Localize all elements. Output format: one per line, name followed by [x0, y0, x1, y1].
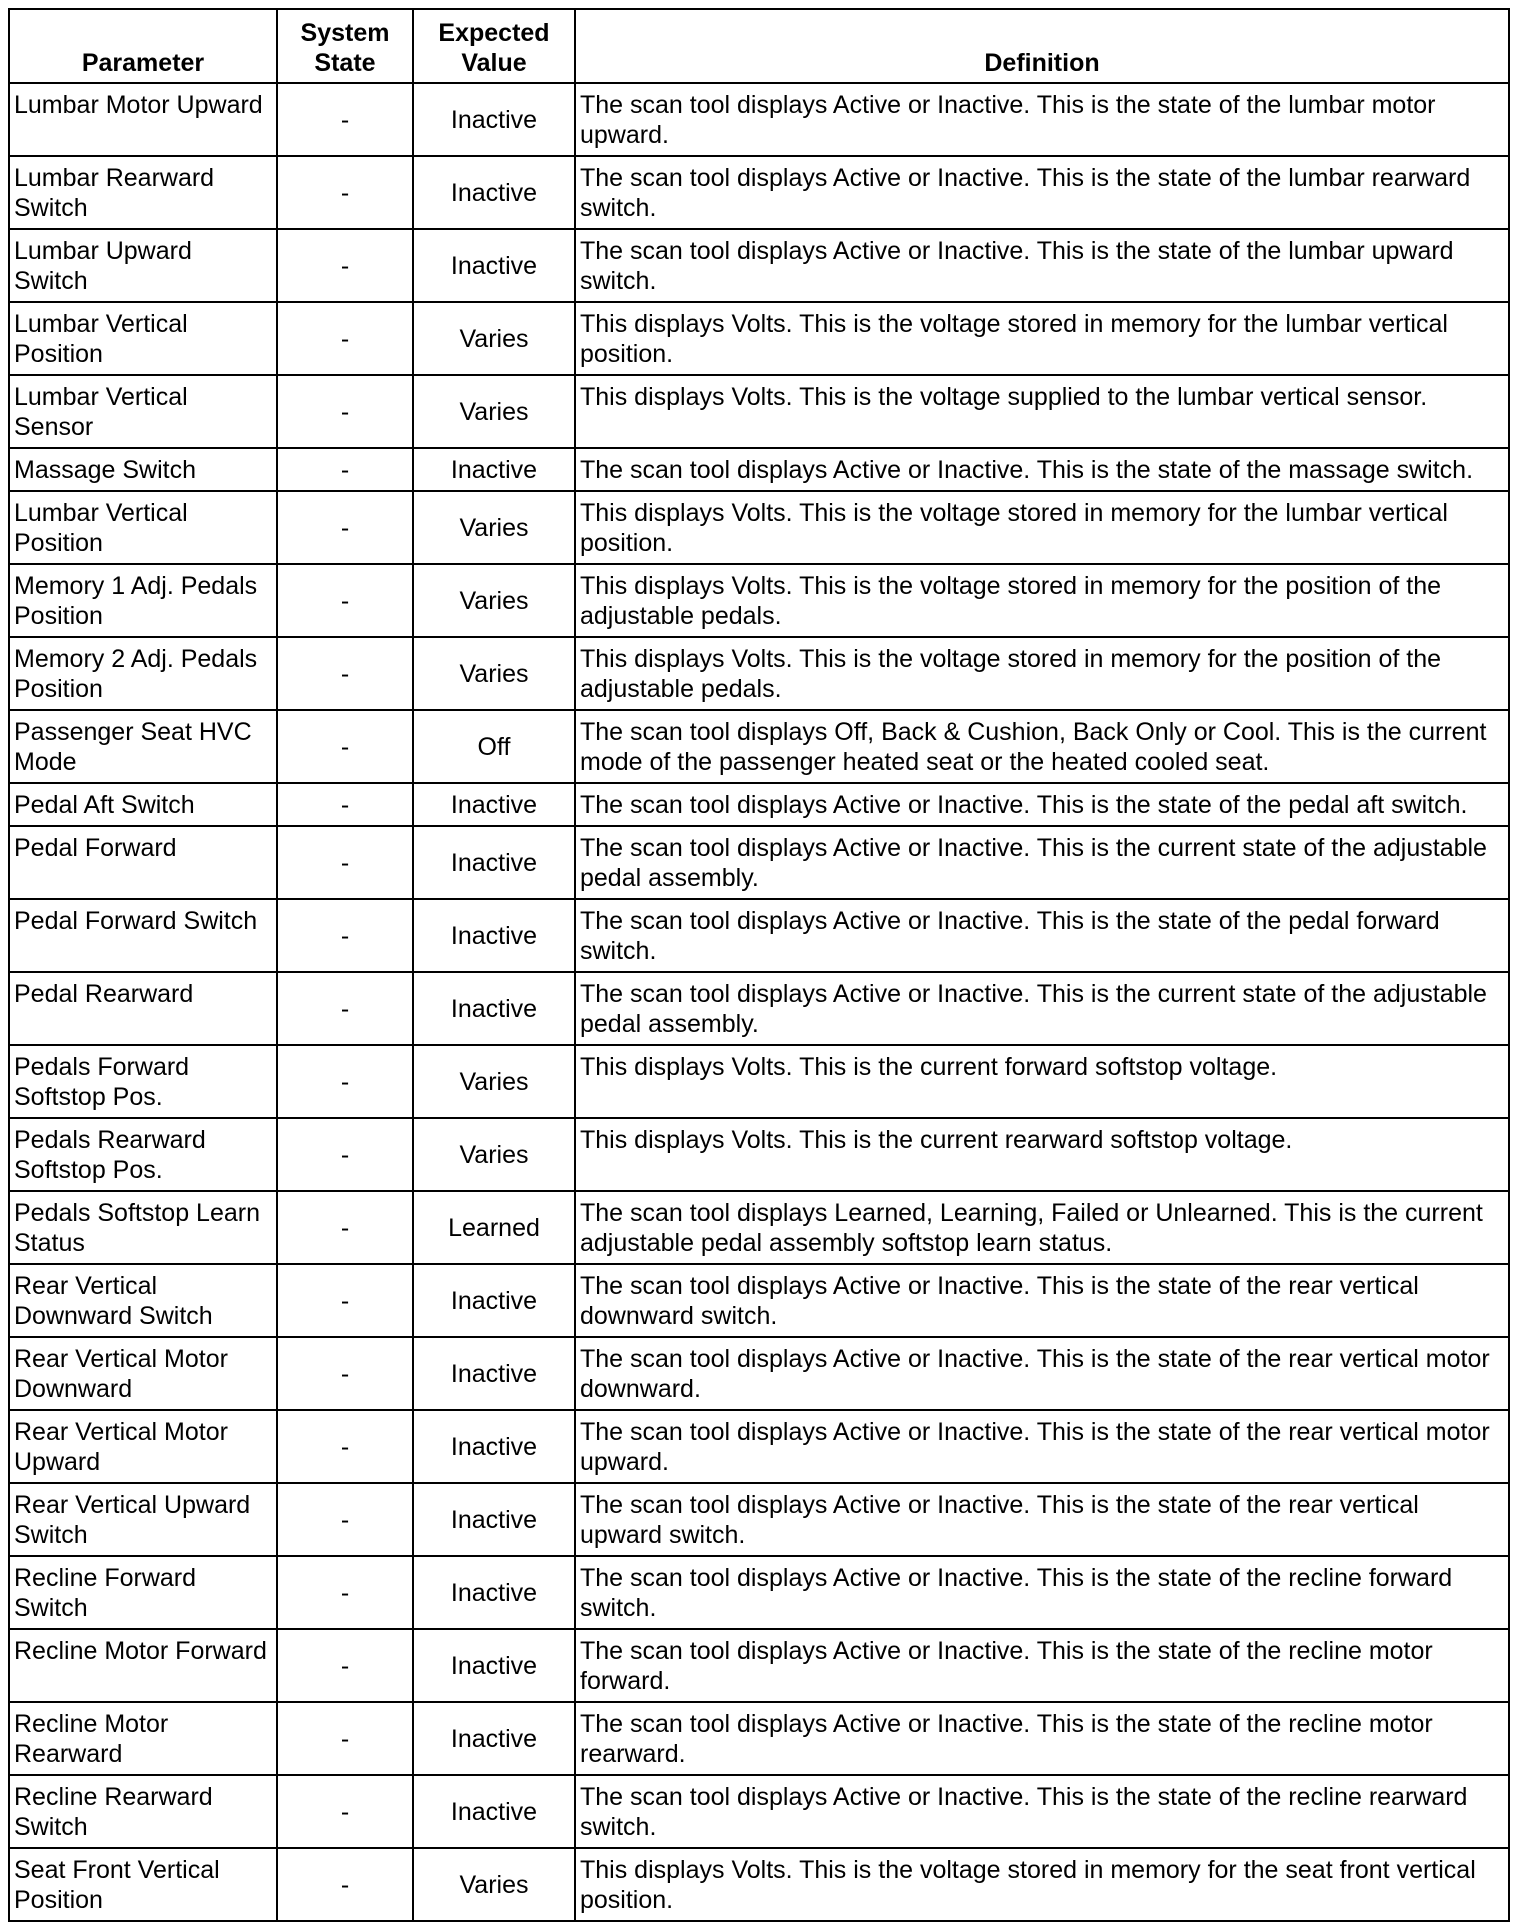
expected-value-cell: Inactive [413, 783, 575, 826]
expected-value-cell: Varies [413, 1118, 575, 1191]
table-row [9, 710, 1509, 783]
table-row [9, 448, 1509, 491]
expected-value-cell: Inactive [413, 1775, 575, 1848]
system-state-cell: - [277, 1410, 413, 1483]
expected-value-cell: Inactive [413, 899, 575, 972]
table-row [9, 1045, 1509, 1118]
definition-cell: This displays Volts. This is the voltage supplied to the lumbar vertical sensor. [575, 375, 1509, 448]
expected-value-cell: Inactive [413, 156, 575, 229]
table-row [9, 1702, 1509, 1775]
expected-value-cell: Varies [413, 491, 575, 564]
header-row [9, 9, 1509, 83]
expected-value-cell: Inactive [413, 83, 575, 156]
table-row [9, 1337, 1509, 1410]
system-state-cell: - [277, 899, 413, 972]
definition-cell: This displays Volts. This is the voltage stored in memory for the position of the adjustable pedals. [575, 564, 1509, 637]
table-row [9, 229, 1509, 302]
expected-value-cell: Varies [413, 302, 575, 375]
parameter-cell: Pedals Forward Softstop Pos. [9, 1045, 277, 1118]
table-row [9, 1483, 1509, 1556]
table-row [9, 1629, 1509, 1702]
parameter-cell: Pedals Rearward Softstop Pos. [9, 1118, 277, 1191]
table-row [9, 1264, 1509, 1337]
parameter-cell: Pedal Forward Switch [9, 899, 277, 972]
expected-value-cell: Off [413, 710, 575, 783]
system-state-cell: - [277, 1483, 413, 1556]
parameter-cell: Pedal Rearward [9, 972, 277, 1045]
expected-value-cell: Varies [413, 1045, 575, 1118]
table-row [9, 972, 1509, 1045]
expected-value-cell: Inactive [413, 826, 575, 899]
definition-cell: This displays Volts. This is the voltage stored in memory for the lumbar vertical position. [575, 491, 1509, 564]
header-parameter: Parameter [9, 9, 277, 83]
table-row [9, 564, 1509, 637]
table-row [9, 375, 1509, 448]
expected-value-cell: Inactive [413, 1483, 575, 1556]
system-state-cell: - [277, 564, 413, 637]
header-system-state: System State [277, 9, 413, 83]
system-state-cell: - [277, 448, 413, 491]
system-state-cell: - [277, 1629, 413, 1702]
parameter-cell: Memory 1 Adj. Pedals Position [9, 564, 277, 637]
expected-value-cell: Inactive [413, 1702, 575, 1775]
expected-value-cell: Varies [413, 1848, 575, 1921]
parameter-cell: Memory 2 Adj. Pedals Position [9, 637, 277, 710]
definition-cell: The scan tool displays Active or Inactive. This is the state of the rear vertical motor downward. [575, 1337, 1509, 1410]
parameter-cell: Lumbar Vertical Position [9, 491, 277, 564]
parameter-cell: Massage Switch [9, 448, 277, 491]
table-row [9, 783, 1509, 826]
table-row [9, 302, 1509, 375]
system-state-cell: - [277, 375, 413, 448]
system-state-cell: - [277, 1045, 413, 1118]
definition-cell: This displays Volts. This is the voltage stored in memory for the seat front vertical position. [575, 1848, 1509, 1921]
system-state-cell: - [277, 710, 413, 783]
expected-value-cell: Inactive [413, 1264, 575, 1337]
expected-value-cell: Inactive [413, 1556, 575, 1629]
table-row [9, 1118, 1509, 1191]
parameter-cell: Rear Vertical Motor Upward [9, 1410, 277, 1483]
definition-cell: The scan tool displays Active or Inactive. This is the current state of the adjustable pedal assembly. [575, 972, 1509, 1045]
parameter-cell: Rear Vertical Downward Switch [9, 1264, 277, 1337]
definition-cell: The scan tool displays Active or Inactive. This is the state of the massage switch. [575, 448, 1509, 491]
definition-cell: The scan tool displays Active or Inactive. This is the state of the pedal forward switch. [575, 899, 1509, 972]
system-state-cell: - [277, 1264, 413, 1337]
expected-value-cell: Inactive [413, 1337, 575, 1410]
expected-value-cell: Inactive [413, 1629, 575, 1702]
expected-value-cell: Inactive [413, 1410, 575, 1483]
table-body [9, 83, 1509, 1921]
system-state-cell: - [277, 783, 413, 826]
header-expected-value: Expected Value [413, 9, 575, 83]
table-row [9, 1775, 1509, 1848]
table-row [9, 826, 1509, 899]
definition-cell: This displays Volts. This is the current rearward softstop voltage. [575, 1118, 1509, 1191]
table-row [9, 491, 1509, 564]
parameter-cell: Lumbar Vertical Sensor [9, 375, 277, 448]
definition-cell: The scan tool displays Off, Back & Cushion, Back Only or Cool. This is the current mode of the passenger heated seat or the heated cooled seat. [575, 710, 1509, 783]
parameter-cell: Pedals Softstop Learn Status [9, 1191, 277, 1264]
expected-value-cell: Varies [413, 564, 575, 637]
definition-cell: The scan tool displays Active or Inactive. This is the state of the rear vertical upward switch. [575, 1483, 1509, 1556]
definition-cell: The scan tool displays Active or Inactive. This is the state of the pedal aft switch. [575, 783, 1509, 826]
parameter-cell: Pedal Forward [9, 826, 277, 899]
system-state-cell: - [277, 1775, 413, 1848]
expected-value-cell: Varies [413, 637, 575, 710]
expected-value-cell: Varies [413, 375, 575, 448]
system-state-cell: - [277, 826, 413, 899]
expected-value-cell: Inactive [413, 448, 575, 491]
header-definition: Definition [575, 9, 1509, 83]
system-state-cell: - [277, 1191, 413, 1264]
table-row [9, 83, 1509, 156]
parameter-cell: Rear Vertical Upward Switch [9, 1483, 277, 1556]
definition-cell: The scan tool displays Active or Inactive. This is the state of the recline motor rearward. [575, 1702, 1509, 1775]
table-row [9, 899, 1509, 972]
definition-cell: This displays Volts. This is the voltage stored in memory for the position of the adjustable pedals. [575, 637, 1509, 710]
table-row [9, 1191, 1509, 1264]
definition-cell: The scan tool displays Active or Inactive. This is the state of the rear vertical downward switch. [575, 1264, 1509, 1337]
system-state-cell: - [277, 1848, 413, 1921]
parameter-cell: Recline Motor Rearward [9, 1702, 277, 1775]
parameter-cell: Rear Vertical Motor Downward [9, 1337, 277, 1410]
parameter-table [8, 8, 1510, 1922]
parameter-cell: Lumbar Rearward Switch [9, 156, 277, 229]
parameter-cell: Pedal Aft Switch [9, 783, 277, 826]
expected-value-cell: Inactive [413, 229, 575, 302]
system-state-cell: - [277, 972, 413, 1045]
system-state-cell: - [277, 637, 413, 710]
table-header [9, 9, 1509, 83]
parameter-cell: Recline Rearward Switch [9, 1775, 277, 1848]
expected-value-cell: Learned [413, 1191, 575, 1264]
table-row [9, 1410, 1509, 1483]
expected-value-cell: Inactive [413, 972, 575, 1045]
definition-cell: This displays Volts. This is the current forward softstop voltage. [575, 1045, 1509, 1118]
parameter-cell: Lumbar Upward Switch [9, 229, 277, 302]
table-row [9, 156, 1509, 229]
definition-cell: The scan tool displays Active or Inactive. This is the state of the lumbar upward switch. [575, 229, 1509, 302]
definition-cell: The scan tool displays Active or Inactive. This is the state of the recline forward switch. [575, 1556, 1509, 1629]
system-state-cell: - [277, 1702, 413, 1775]
system-state-cell: - [277, 156, 413, 229]
system-state-cell: - [277, 1556, 413, 1629]
definition-cell: The scan tool displays Active or Inactive. This is the state of the recline motor forward. [575, 1629, 1509, 1702]
table-row [9, 637, 1509, 710]
parameter-cell: Recline Motor Forward [9, 1629, 277, 1702]
parameter-cell: Recline Forward Switch [9, 1556, 277, 1629]
table-row [9, 1556, 1509, 1629]
parameter-cell: Passenger Seat HVC Mode [9, 710, 277, 783]
definition-cell: The scan tool displays Active or Inactive. This is the state of the rear vertical motor upward. [575, 1410, 1509, 1483]
system-state-cell: - [277, 83, 413, 156]
definition-cell: The scan tool displays Active or Inactive. This is the state of the lumbar rearward switch. [575, 156, 1509, 229]
parameter-cell: Lumbar Motor Upward [9, 83, 277, 156]
table-row [9, 1848, 1509, 1921]
system-state-cell: - [277, 1337, 413, 1410]
parameter-cell: Seat Front Vertical Position [9, 1848, 277, 1921]
system-state-cell: - [277, 491, 413, 564]
system-state-cell: - [277, 229, 413, 302]
definition-cell: The scan tool displays Active or Inactive. This is the state of the lumbar motor upward. [575, 83, 1509, 156]
system-state-cell: - [277, 302, 413, 375]
parameter-cell: Lumbar Vertical Position [9, 302, 277, 375]
definition-cell: The scan tool displays Learned, Learning, Failed or Unlearned. This is the current adjustable pedal assembly softstop learn status. [575, 1191, 1509, 1264]
definition-cell: The scan tool displays Active or Inactive. This is the state of the recline rearward switch. [575, 1775, 1509, 1848]
definition-cell: The scan tool displays Active or Inactive. This is the current state of the adjustable pedal assembly. [575, 826, 1509, 899]
system-state-cell: - [277, 1118, 413, 1191]
definition-cell: This displays Volts. This is the voltage stored in memory for the lumbar vertical position. [575, 302, 1509, 375]
